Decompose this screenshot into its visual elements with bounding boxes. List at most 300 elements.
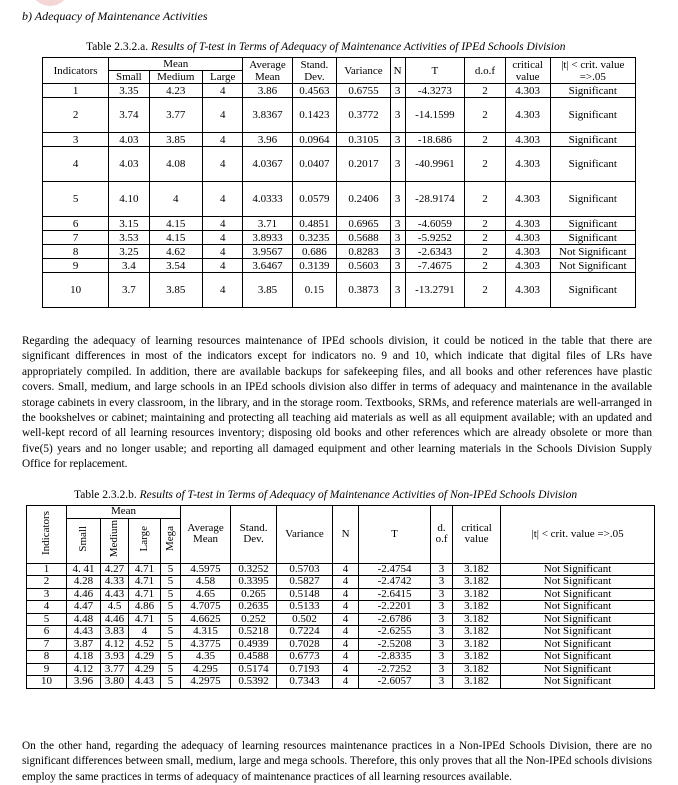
cell-indicator: 8	[43, 245, 109, 259]
cell-decision: Significant	[550, 147, 635, 182]
cell-small: 3.96	[67, 676, 101, 689]
cell-small: 3.7	[109, 273, 150, 308]
cell-sd: 0.5392	[231, 676, 277, 689]
cell-medium: 3.85	[149, 133, 202, 147]
cell-medium: 4	[149, 182, 202, 217]
cell-medium: 4.33	[101, 576, 129, 589]
cell-mega: 5	[161, 576, 181, 589]
cell-small: 4.03	[109, 147, 150, 182]
cell-indicator: 4	[43, 147, 109, 182]
cell-sd: 0.252	[231, 613, 277, 626]
header-small: Small	[109, 71, 150, 84]
cell-sd: 0.0964	[292, 133, 337, 147]
cell-n: 3	[390, 182, 405, 217]
table1-caption-prefix: Table 2.3.2.a.	[86, 41, 149, 53]
cell-large: 4.71	[129, 576, 161, 589]
cell-sd: 0.4939	[231, 638, 277, 651]
table-row	[43, 147, 636, 182]
cell-average: 3.8367	[243, 98, 292, 133]
cell-large: 4.52	[129, 638, 161, 651]
cell-large: 4	[202, 147, 243, 182]
header-medium: Medium	[149, 71, 202, 84]
cell-variance: 0.7028	[277, 638, 333, 651]
cell-n: 4	[333, 663, 359, 676]
table-row	[27, 676, 655, 689]
cell-average: 4.35	[181, 651, 231, 664]
cell-medium: 4.23	[149, 84, 202, 98]
table-row	[27, 601, 655, 614]
cell-indicator: 1	[43, 84, 109, 98]
cell-n: 4	[333, 613, 359, 626]
decorative-corner-mark	[30, 0, 70, 6]
table-row	[27, 651, 655, 664]
cell-large: 4.86	[129, 601, 161, 614]
cell-medium: 4.43	[101, 588, 129, 601]
cell-indicator: 8	[27, 651, 67, 664]
cell-critical: 4.303	[505, 133, 550, 147]
cell-sd: 0.4851	[292, 217, 337, 231]
cell-large: 4.71	[129, 588, 161, 601]
cell-large: 4	[202, 133, 243, 147]
cell-variance: 0.3772	[337, 98, 390, 133]
table-row	[43, 273, 636, 308]
cell-large: 4	[202, 245, 243, 259]
cell-indicator: 6	[27, 626, 67, 639]
cell-sd: 0.5174	[231, 663, 277, 676]
cell-medium: 3.77	[101, 663, 129, 676]
header-indicators: Indicators	[27, 506, 67, 564]
cell-t: -13.2791	[405, 273, 465, 308]
cell-small: 3.87	[67, 638, 101, 651]
header-n: N	[390, 58, 405, 84]
header-dof: d. o.f	[431, 506, 453, 564]
header-t: T	[405, 58, 465, 84]
header-decision: |t| < crit. value =>.05	[501, 506, 655, 564]
cell-large: 4.29	[129, 663, 161, 676]
cell-dof: 2	[465, 273, 506, 308]
cell-variance: 0.2406	[337, 182, 390, 217]
header-n: N	[333, 506, 359, 564]
cell-t: -2.6343	[405, 245, 465, 259]
cell-indicator: 6	[43, 217, 109, 231]
cell-mega: 5	[161, 626, 181, 639]
header-dof: d.o.f	[465, 58, 506, 84]
table-row	[27, 638, 655, 651]
cell-variance: 0.7343	[277, 676, 333, 689]
cell-small: 4.43	[67, 626, 101, 639]
cell-mega: 5	[161, 588, 181, 601]
cell-variance: 0.5133	[277, 601, 333, 614]
cell-mega: 5	[161, 613, 181, 626]
cell-medium: 4.12	[101, 638, 129, 651]
cell-dof: 3	[431, 563, 453, 576]
cell-t: -4.6059	[405, 217, 465, 231]
cell-mega: 5	[161, 676, 181, 689]
cell-variance: 0.3873	[337, 273, 390, 308]
cell-mega: 5	[161, 563, 181, 576]
cell-dof: 3	[431, 613, 453, 626]
cell-critical: 3.182	[453, 613, 501, 626]
cell-medium: 3.80	[101, 676, 129, 689]
cell-small: 4.46	[67, 588, 101, 601]
cell-critical: 3.182	[453, 601, 501, 614]
cell-n: 4	[333, 576, 359, 589]
cell-indicator: 9	[27, 663, 67, 676]
table-row	[27, 663, 655, 676]
cell-variance: 0.6755	[337, 84, 390, 98]
cell-t: -28.9174	[405, 182, 465, 217]
header-variance: Variance	[277, 506, 333, 564]
cell-indicator: 2	[43, 98, 109, 133]
cell-dof: 2	[465, 245, 506, 259]
cell-t: -5.9252	[405, 231, 465, 245]
cell-medium: 4.15	[149, 231, 202, 245]
cell-decision: Significant	[550, 84, 635, 98]
cell-sd: 0.4588	[231, 651, 277, 664]
cell-sd: 0.0407	[292, 147, 337, 182]
cell-t: -18.686	[405, 133, 465, 147]
cell-dof: 3	[431, 576, 453, 589]
table-row	[27, 576, 655, 589]
cell-n: 3	[390, 245, 405, 259]
cell-small: 4.03	[109, 133, 150, 147]
header-large: Large	[129, 518, 161, 563]
cell-average: 4.0333	[243, 182, 292, 217]
cell-sd: 0.3395	[231, 576, 277, 589]
cell-small: 4.28	[67, 576, 101, 589]
cell-small: 3.4	[109, 259, 150, 273]
cell-dof: 2	[465, 84, 506, 98]
cell-large: 4.43	[129, 676, 161, 689]
cell-t: -2.6057	[359, 676, 431, 689]
cell-small: 4.47	[67, 601, 101, 614]
cell-medium: 4.27	[101, 563, 129, 576]
table-row	[43, 98, 636, 133]
cell-variance: 0.5827	[277, 576, 333, 589]
cell-variance: 0.7193	[277, 663, 333, 676]
cell-dof: 3	[431, 588, 453, 601]
cell-small: 4.12	[67, 663, 101, 676]
table-row	[43, 182, 636, 217]
cell-average: 3.85	[243, 273, 292, 308]
cell-average: 4.3775	[181, 638, 231, 651]
cell-small: 3.25	[109, 245, 150, 259]
cell-critical: 4.303	[505, 273, 550, 308]
cell-t: -2.6255	[359, 626, 431, 639]
cell-t: -4.3273	[405, 84, 465, 98]
cell-variance: 0.6773	[277, 651, 333, 664]
cell-critical: 4.303	[505, 84, 550, 98]
cell-average: 4.315	[181, 626, 231, 639]
table-row	[43, 259, 636, 273]
cell-decision: Not Significant	[501, 563, 655, 576]
header-critical-value: critical value	[453, 506, 501, 564]
cell-large: 4	[202, 259, 243, 273]
cell-decision: Not Significant	[501, 576, 655, 589]
table2-caption	[74, 489, 577, 501]
cell-large: 4	[202, 217, 243, 231]
cell-decision: Not Significant	[501, 613, 655, 626]
cell-medium: 4.46	[101, 613, 129, 626]
header-indicators: Indicators	[43, 58, 109, 84]
cell-variance: 0.502	[277, 613, 333, 626]
cell-t: -2.5208	[359, 638, 431, 651]
cell-large: 4	[129, 626, 161, 639]
cell-average: 4.58	[181, 576, 231, 589]
cell-n: 3	[390, 133, 405, 147]
cell-dof: 2	[465, 98, 506, 133]
cell-average: 3.8933	[243, 231, 292, 245]
cell-large: 4.71	[129, 563, 161, 576]
cell-average: 3.6467	[243, 259, 292, 273]
cell-average: 4.2975	[181, 676, 231, 689]
header-decision: |t| < crit. value =>.05	[550, 58, 635, 84]
table-row	[43, 245, 636, 259]
cell-mega: 5	[161, 601, 181, 614]
header-critical-value: critical value	[505, 58, 550, 84]
cell-t: -2.4742	[359, 576, 431, 589]
cell-average: 3.9567	[243, 245, 292, 259]
cell-critical: 3.182	[453, 638, 501, 651]
table-row	[27, 613, 655, 626]
cell-critical: 3.182	[453, 663, 501, 676]
cell-indicator: 1	[27, 563, 67, 576]
cell-medium: 3.85	[149, 273, 202, 308]
header-t: T	[359, 506, 431, 564]
cell-t: -14.1599	[405, 98, 465, 133]
cell-dof: 3	[431, 601, 453, 614]
cell-mega: 5	[161, 651, 181, 664]
cell-t: -2.2201	[359, 601, 431, 614]
header-large: Large	[202, 71, 243, 84]
section-heading: b) Adequacy of Maintenance Activities	[22, 9, 208, 23]
cell-dof: 3	[431, 651, 453, 664]
cell-n: 4	[333, 588, 359, 601]
cell-critical: 3.182	[453, 651, 501, 664]
cell-n: 3	[390, 98, 405, 133]
cell-dof: 2	[465, 133, 506, 147]
cell-decision: Not Significant	[501, 626, 655, 639]
table1	[42, 57, 636, 308]
cell-sd: 0.3235	[292, 231, 337, 245]
cell-critical: 4.303	[505, 147, 550, 182]
cell-indicator: 3	[43, 133, 109, 147]
cell-small: 3.15	[109, 217, 150, 231]
cell-n: 4	[333, 626, 359, 639]
table-row	[43, 217, 636, 231]
cell-indicator: 4	[27, 601, 67, 614]
cell-indicator: 5	[27, 613, 67, 626]
cell-decision: Not Significant	[501, 588, 655, 601]
cell-indicator: 2	[27, 576, 67, 589]
cell-t: -2.6786	[359, 613, 431, 626]
cell-small: 4.18	[67, 651, 101, 664]
cell-t: -2.7252	[359, 663, 431, 676]
cell-variance: 0.3105	[337, 133, 390, 147]
cell-medium: 4.5	[101, 601, 129, 614]
cell-decision: Not Significant	[501, 663, 655, 676]
cell-critical: 4.303	[505, 98, 550, 133]
paragraph-ipd-analysis: Regarding the adequacy of learning resources maintenance of IPEd schools division, it could be noticed in the table that there are significant differences in most of the indicators except for indicators no. 9 and 10, which indicate that digital files of LRs have appropriately compiled. In addition, there are available backups for safekeeping files, and all books and other references have plastic covers. Small, medium, and large schools in an IPEd schools division also differ in terms of adequacy and maintenance in the available storage cabinets in every classroom, in the library, and in the storage room. Textbooks, SRMs, and reference materials are well-arranged in the bookshelves or cabinet; maintaining and protecting all teaching aid materials as well as all equipment available; with an updated and well-kept record of all learning resources inventory; disposing old books and other references which are already obsolete or more than five(5) years and no longer usable; and reporting all damaged equipment and other learning materials in the Schools Division Supply Office for replacement.	[22, 335, 652, 471]
cell-t: -2.4754	[359, 563, 431, 576]
cell-medium: 3.83	[101, 626, 129, 639]
cell-sd: 0.686	[292, 245, 337, 259]
cell-critical: 4.303	[505, 245, 550, 259]
cell-dof: 2	[465, 231, 506, 245]
cell-decision: Significant	[550, 231, 635, 245]
cell-large: 4	[202, 98, 243, 133]
cell-variance: 0.2017	[337, 147, 390, 182]
table-row	[27, 563, 655, 576]
cell-small: 3.74	[109, 98, 150, 133]
cell-indicator: 7	[43, 231, 109, 245]
table-row	[27, 626, 655, 639]
cell-medium: 3.77	[149, 98, 202, 133]
cell-dof: 3	[431, 638, 453, 651]
cell-dof: 3	[431, 663, 453, 676]
cell-variance: 0.5148	[277, 588, 333, 601]
cell-sd: 0.3252	[231, 563, 277, 576]
cell-sd: 0.15	[292, 273, 337, 308]
cell-large: 4	[202, 84, 243, 98]
cell-large: 4	[202, 231, 243, 245]
cell-average: 4.5975	[181, 563, 231, 576]
cell-dof: 2	[465, 182, 506, 217]
cell-decision: Significant	[550, 98, 635, 133]
cell-small: 3.35	[109, 84, 150, 98]
cell-n: 4	[333, 638, 359, 651]
cell-n: 3	[390, 231, 405, 245]
header-stand-dev: Stand. Dev.	[292, 58, 337, 84]
cell-variance: 0.6965	[337, 217, 390, 231]
cell-decision: Significant	[550, 273, 635, 308]
cell-variance: 0.5703	[277, 563, 333, 576]
cell-critical: 3.182	[453, 563, 501, 576]
cell-indicator: 10	[43, 273, 109, 308]
cell-t: -40.9961	[405, 147, 465, 182]
cell-critical: 4.303	[505, 231, 550, 245]
cell-large: 4	[202, 182, 243, 217]
table1-caption-title: Results of T-test in Terms of Adequacy of Maintenance Activities of IPEd Schools Division	[150, 41, 566, 53]
cell-n: 3	[390, 259, 405, 273]
cell-large: 4.71	[129, 613, 161, 626]
header-mega: Mega	[161, 518, 181, 563]
table-row	[27, 588, 655, 601]
cell-medium: 4.15	[149, 217, 202, 231]
cell-decision: Significant	[550, 182, 635, 217]
cell-n: 3	[390, 84, 405, 98]
cell-critical: 4.303	[505, 259, 550, 273]
cell-decision: Not Significant	[501, 601, 655, 614]
cell-critical: 3.182	[453, 576, 501, 589]
cell-variance: 0.7224	[277, 626, 333, 639]
cell-large: 4	[202, 273, 243, 308]
cell-t: -2.8335	[359, 651, 431, 664]
cell-indicator: 10	[27, 676, 67, 689]
cell-sd: 0.3139	[292, 259, 337, 273]
cell-average: 4.65	[181, 588, 231, 601]
cell-dof: 2	[465, 147, 506, 182]
cell-n: 3	[390, 147, 405, 182]
table2	[26, 505, 655, 689]
header-mean: Mean	[67, 506, 181, 519]
cell-sd: 0.4563	[292, 84, 337, 98]
cell-dof: 3	[431, 676, 453, 689]
cell-n: 4	[333, 563, 359, 576]
table2-caption-prefix: Table 2.3.2.b.	[74, 489, 137, 501]
cell-small: 3.53	[109, 231, 150, 245]
table-row	[43, 133, 636, 147]
paragraph-non-ipd-analysis: On the other hand, regarding the adequacy of learning resources maintenance practices in a Non-IPEd Schools Division, there are no significant differences between small, medium, large and mega schools. Therefore, this only proves that all the Non-IPEd schools divisions employ the same practices in terms of adequacy of maintenance practices of all learning resources available.	[22, 740, 652, 783]
cell-sd: 0.0579	[292, 182, 337, 217]
table1-caption	[86, 41, 565, 53]
cell-dof: 2	[465, 217, 506, 231]
cell-critical: 4.303	[505, 217, 550, 231]
cell-critical: 3.182	[453, 588, 501, 601]
cell-critical: 4.303	[505, 182, 550, 217]
cell-average: 4.295	[181, 663, 231, 676]
cell-indicator: 3	[27, 588, 67, 601]
cell-decision: Not Significant	[550, 259, 635, 273]
table2-caption-title: Results of T-test in Terms of Adequacy of Maintenance Activities of Non-IPEd Schools Division	[139, 489, 578, 501]
header-average-mean: Average Mean	[243, 58, 292, 84]
cell-medium: 3.93	[101, 651, 129, 664]
cell-n: 4	[333, 651, 359, 664]
cell-small: 4.48	[67, 613, 101, 626]
table-row	[43, 84, 636, 98]
cell-decision: Significant	[550, 217, 635, 231]
cell-medium: 3.54	[149, 259, 202, 273]
cell-average: 3.71	[243, 217, 292, 231]
cell-variance: 0.5603	[337, 259, 390, 273]
cell-sd: 0.5218	[231, 626, 277, 639]
cell-dof: 2	[465, 259, 506, 273]
cell-critical: 3.182	[453, 626, 501, 639]
cell-average: 4.6625	[181, 613, 231, 626]
cell-decision: Not Significant	[501, 638, 655, 651]
header-stand-dev: Stand. Dev.	[231, 506, 277, 564]
cell-indicator: 5	[43, 182, 109, 217]
cell-average: 3.86	[243, 84, 292, 98]
cell-large: 4.29	[129, 651, 161, 664]
header-variance: Variance	[337, 58, 390, 84]
cell-critical: 3.182	[453, 676, 501, 689]
cell-sd: 0.265	[231, 588, 277, 601]
cell-sd: 0.2635	[231, 601, 277, 614]
cell-decision: Significant	[550, 133, 635, 147]
cell-small: 4. 41	[67, 563, 101, 576]
cell-decision: Not Significant	[501, 651, 655, 664]
header-small: Small	[67, 518, 101, 563]
cell-dof: 3	[431, 626, 453, 639]
cell-mega: 5	[161, 638, 181, 651]
table-row	[43, 231, 636, 245]
header-mean: Mean	[109, 58, 243, 71]
cell-t: -2.6415	[359, 588, 431, 601]
cell-average: 4.0367	[243, 147, 292, 182]
cell-average: 3.96	[243, 133, 292, 147]
cell-sd: 0.1423	[292, 98, 337, 133]
cell-n: 4	[333, 601, 359, 614]
cell-small: 4.10	[109, 182, 150, 217]
cell-medium: 4.62	[149, 245, 202, 259]
cell-mega: 5	[161, 663, 181, 676]
cell-decision: Not Significant	[501, 676, 655, 689]
cell-n: 3	[390, 273, 405, 308]
cell-variance: 0.8283	[337, 245, 390, 259]
header-average-mean: Average Mean	[181, 506, 231, 564]
cell-indicator: 7	[27, 638, 67, 651]
